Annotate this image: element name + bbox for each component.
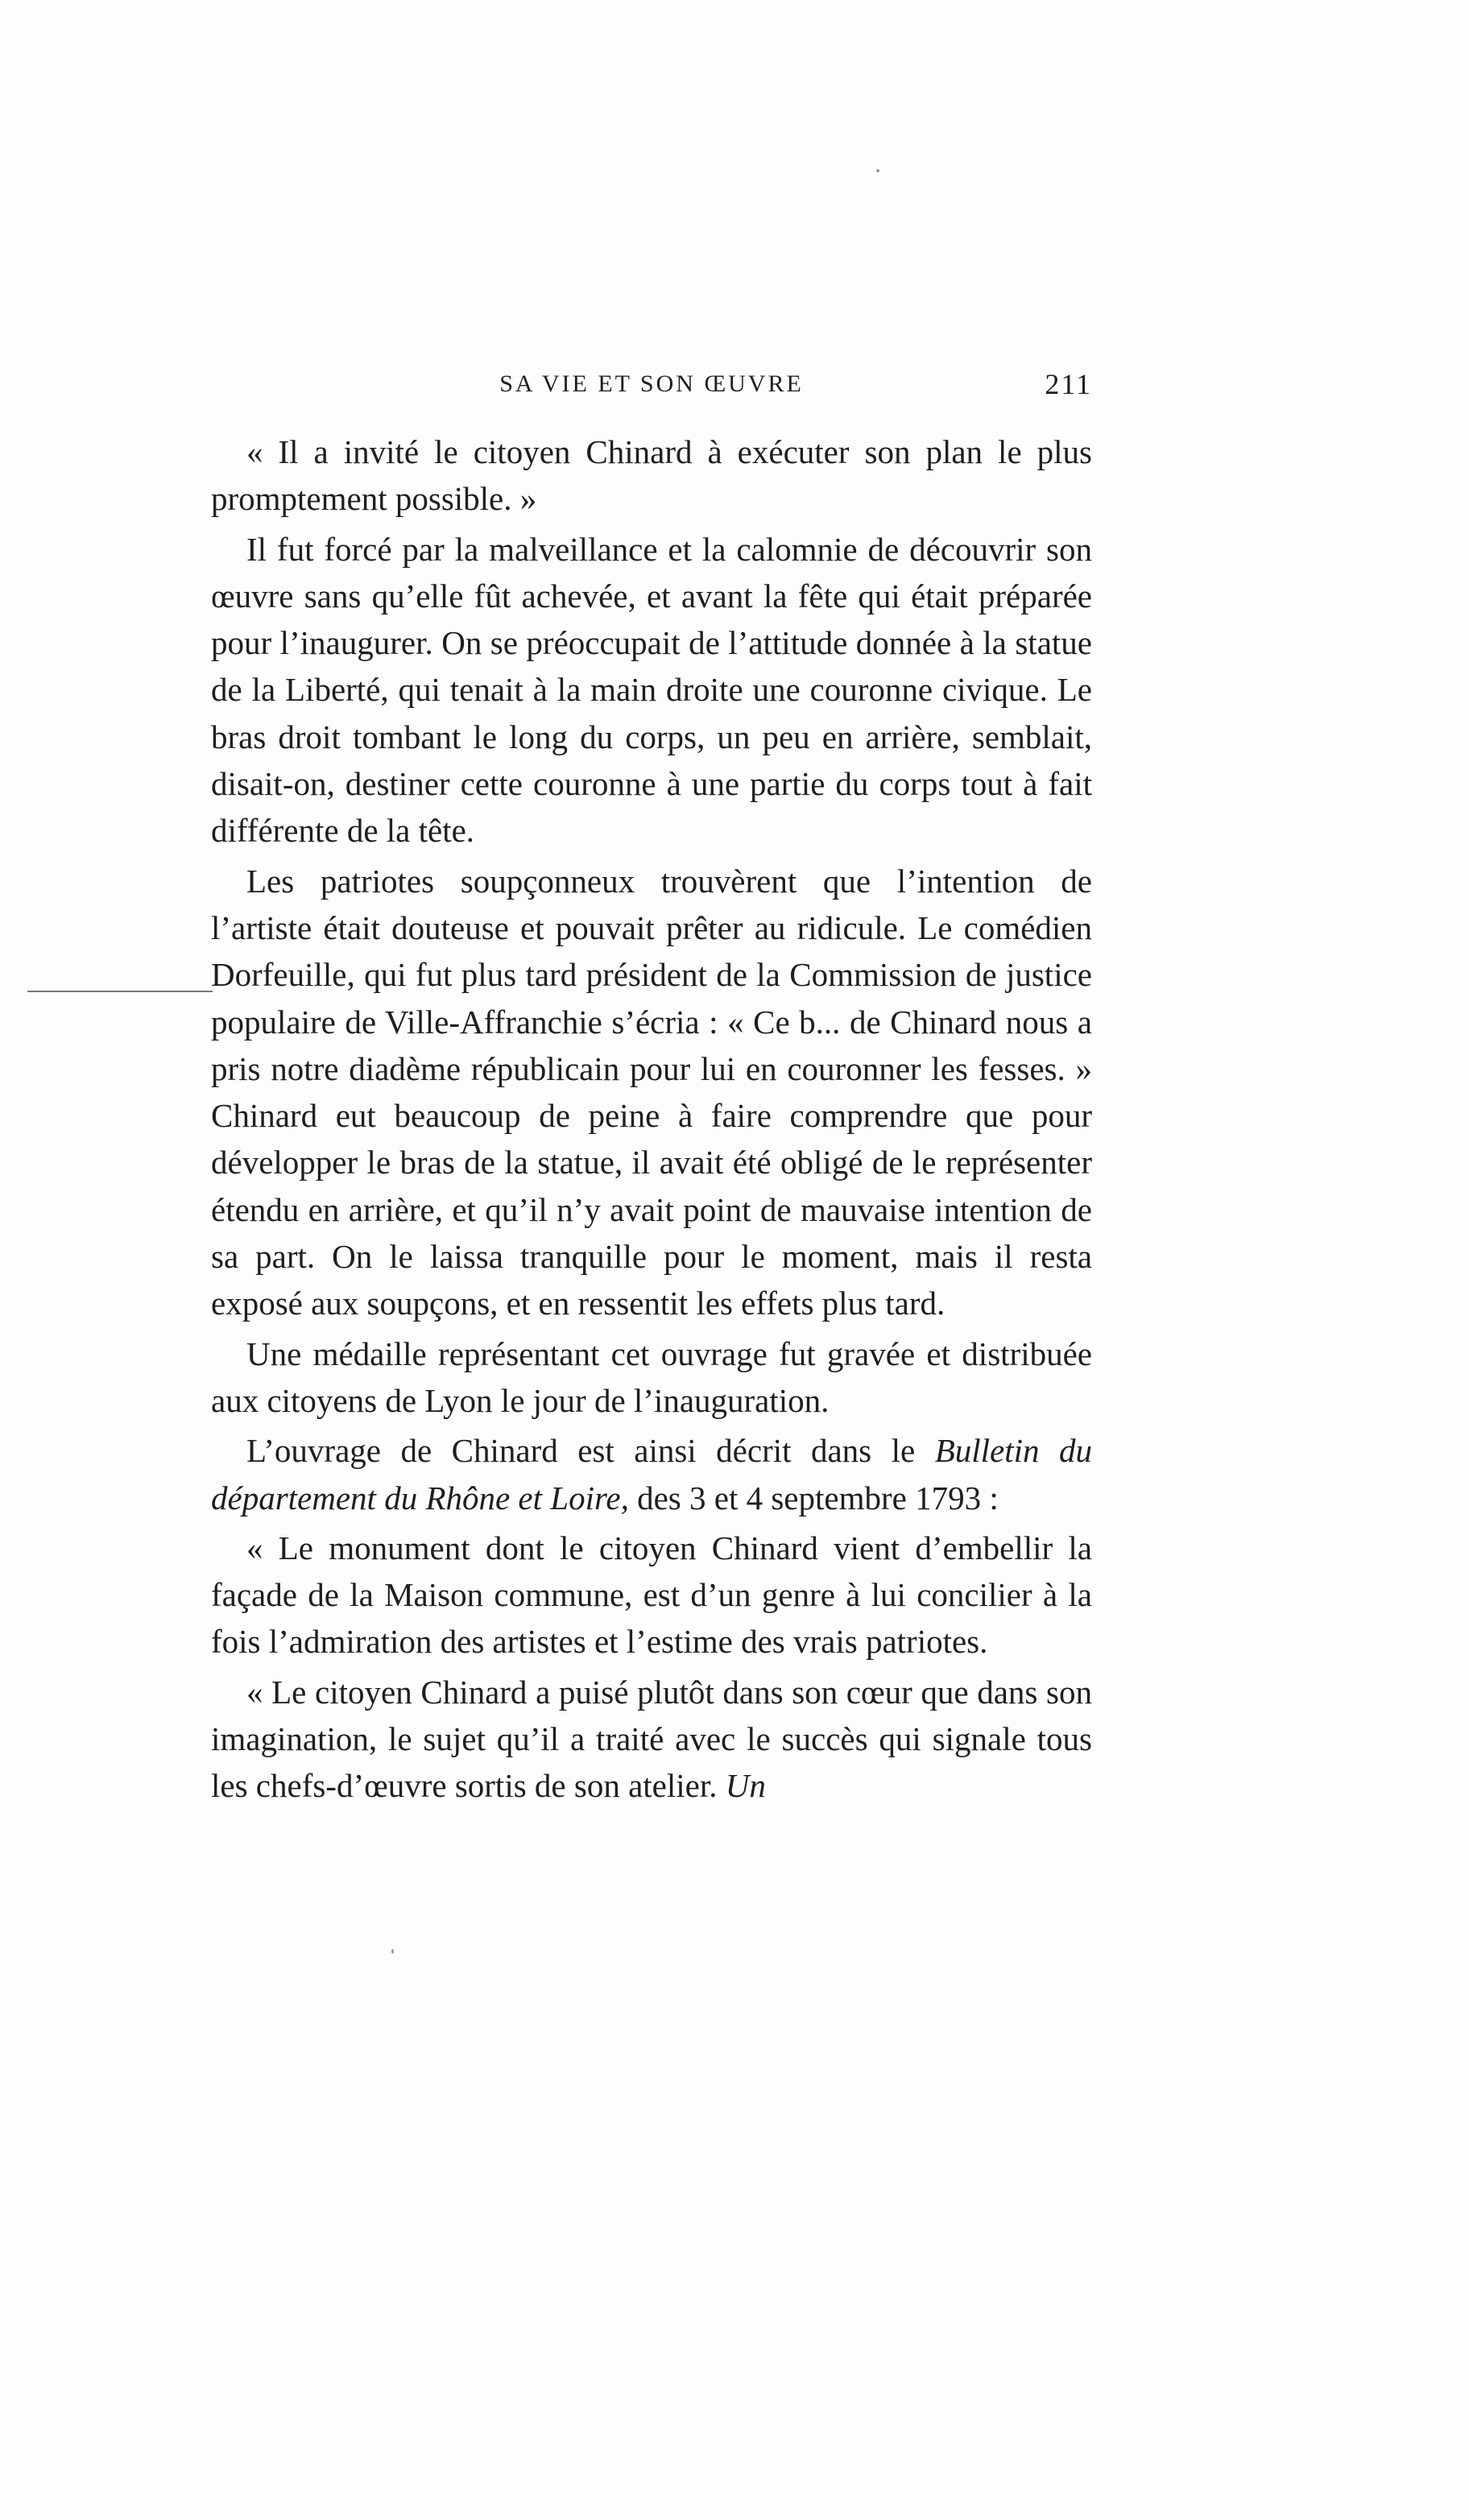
body-text	[211, 428, 1092, 1813]
paper-speck	[876, 169, 879, 172]
page-number: 211	[1045, 368, 1092, 400]
paragraph-4: Une médaille représentant cet ouvrage fut gravée et distribuée aux citoyens de Lyon le jour de l’inauguration.	[211, 1334, 1092, 1419]
bulletin-title: Bulletin du département du Rhône et Loire,	[211, 1432, 1092, 1517]
paragraph-3: Les patriotes soupçonneux trouvèrent que l’intention de l’artiste était douteuse et pouvait prêter au ridicule. Le comédien Dorfeuille, qui fut plus tard président de la Commission de justice populaire de Ville-Affranchie s’écria : « Ce b... de Chinard nous a pris notre diadème républicain pour lui en couronner les fesses. » Chinard eut beaucoup de peine à faire comprendre que pour développer le bras de la statue, il avait été obligé de le représenter étendu en arrière, et qu’il n’y avait point de mauvaise intention de sa part. On le laissa tranquille pour le moment, mais il resta exposé aux soupçons, et en ressentit les effets plus tard.	[211, 862, 1092, 1322]
paragraph-2: Il fut forcé par la malveillance et la calomnie de découvrir son œuvre sans qu’elle fût achevée, et avant la fête qui était préparée pour l’inaugurer. On se préoccupait de l’attitude donnée à la statue de la Liberté, qui tenait à la main droite une couronne civique. Le bras droit tombant le long du corps, un peu en arrière, semblait, disait-on, destiner cette couronne à une partie du corps tout à fait différente de la tête.	[211, 530, 1092, 850]
paragraph-5	[211, 1427, 1092, 1521]
running-head: SA VIE ET SON ŒUVRE	[499, 370, 804, 397]
paragraph-5-text-start: L’ouvrage de Chinard est ainsi décrit dans le	[246, 1432, 935, 1470]
paragraph-6: « Le monument dont le citoyen Chinard vient d’embellir la façade de la Maison commune, est d’un genre à lui concilier à la fois l’admiration des artistes et l’estime des vrais patriotes.	[211, 1529, 1092, 1661]
paragraph-5-text-end: des 3 et 4 septembre 1793 :	[628, 1479, 999, 1517]
margin-rule	[27, 991, 213, 992]
paragraph-7	[211, 1669, 1092, 1810]
paper-speck	[391, 1949, 394, 1954]
paragraph-7-italic: Un	[725, 1767, 766, 1805]
paragraph-7-text: « Le citoyen Chinard a puisé plutôt dans son cœur que dans son imagination, le sujet qu’il a traité avec le succès qui signale tous les chefs-d’œuvre sortis de son atelier.	[211, 1673, 1092, 1805]
page-header	[211, 364, 1092, 404]
paragraph-1: « Il a invité le citoyen Chinard à exécuter son plan le plus promptement possible. »	[211, 433, 1092, 518]
